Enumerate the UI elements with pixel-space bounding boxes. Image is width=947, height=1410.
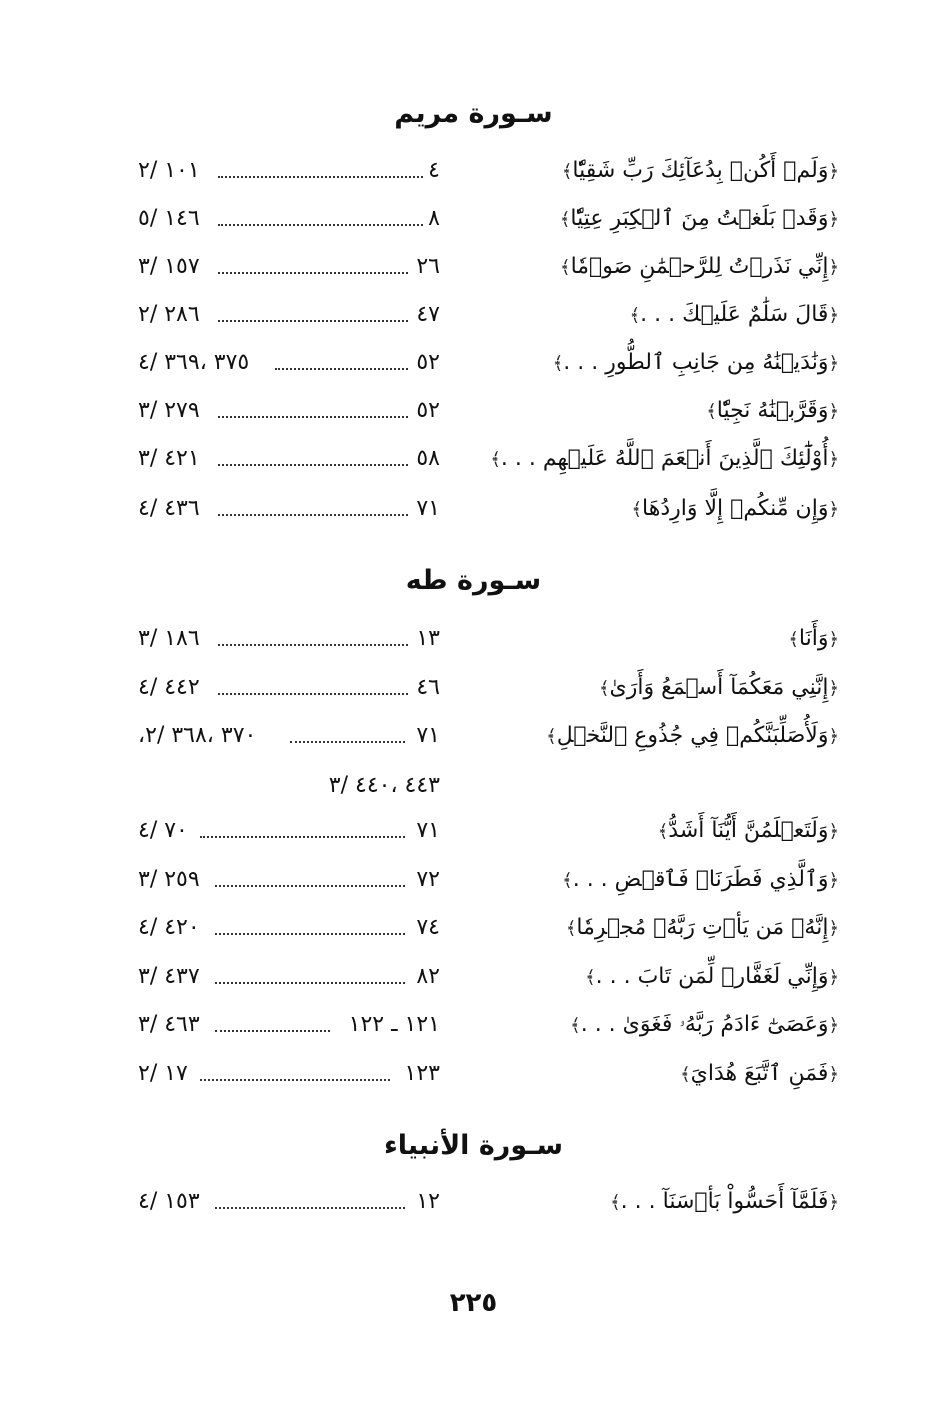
bracket-close: ﴾ xyxy=(562,870,573,891)
bracket-open: ﴿ xyxy=(828,499,839,520)
dot-leader xyxy=(218,514,408,516)
verse-text xyxy=(562,158,839,183)
volume-page-ref: ٣٧٠ ،٣٦٨ /٢، xyxy=(138,723,257,748)
volume-page-ref: ٢٧٩ /٣ xyxy=(138,398,200,423)
bracket-open: ﴿ xyxy=(828,1192,839,1213)
ayah-number: ١٣ xyxy=(416,626,440,651)
volume-page-ref: ٤٤٢ /٤ xyxy=(138,675,200,700)
volume-page-ref: ٢٥٩ /٣ xyxy=(138,867,200,892)
bracket-open: ﴿ xyxy=(828,401,839,422)
verse-text xyxy=(566,915,839,940)
verse-quote: إِنِّي نَذَرۡتُ لِلرَّحۡمَٰنِ صَوۡمٗا xyxy=(570,254,829,279)
verse-quote: وَلَمۡ أَكُنۢ بِدُعَآئِكَ رَبِّ شَقِيّٗا xyxy=(572,158,829,183)
section-title-anbiya: سـورة الأنبياء xyxy=(383,1130,564,1161)
dot-leader xyxy=(215,1030,330,1032)
bracket-open: ﴿ xyxy=(828,353,839,374)
bracket-close: ﴾ xyxy=(561,161,573,182)
volume-page-ref: ١٤٦ /٥ xyxy=(138,206,200,231)
volume-page-ref: ٣٧٥ ،٣٦٩ /٤ xyxy=(138,350,250,375)
dot-leader xyxy=(215,933,405,935)
index-row xyxy=(0,302,947,342)
volume-page-ref: ١٧ /٢ xyxy=(138,1061,188,1086)
verse-quote: قَالَ سَلَٰمٌ عَلَيۡكَ . . . xyxy=(640,302,829,327)
dot-leader xyxy=(218,693,408,695)
verse-text xyxy=(490,446,839,471)
bracket-close: ﴾ xyxy=(629,305,641,326)
ayah-number: ١٢٣ xyxy=(404,1061,440,1086)
dot-leader xyxy=(275,368,408,370)
bracket-close: ﴾ xyxy=(585,967,596,988)
ayah-number: ٤٦ xyxy=(416,675,440,700)
index-row xyxy=(0,1061,947,1101)
verse-text xyxy=(562,867,839,892)
verse-text xyxy=(706,398,839,423)
bracket-open: ﴿ xyxy=(828,678,839,699)
bracket-open: ﴿ xyxy=(828,305,839,326)
bracket-open: ﴿ xyxy=(828,821,839,842)
volume-page-ref: ٤٦٣ /٣ xyxy=(138,1012,200,1037)
index-row xyxy=(0,626,947,666)
volume-page-ref: ٤٢١ /٣ xyxy=(138,446,200,471)
dot-leader xyxy=(290,741,405,743)
bracket-open: ﴿ xyxy=(828,209,839,230)
bracket-close: ﴾ xyxy=(706,401,717,422)
verse-text xyxy=(631,496,839,521)
index-row xyxy=(0,675,947,715)
verse-quote: وَلَتَعۡلَمُنَّ أَيُّنَآ أَشَدُّ xyxy=(668,818,829,843)
verse-text xyxy=(630,302,839,327)
index-row xyxy=(0,723,947,763)
bracket-close: ﴾ xyxy=(570,1015,581,1036)
bracket-close: ﴾ xyxy=(552,353,564,374)
dot-leader xyxy=(218,416,408,418)
volume-page-ref: ٤٣٧ /٣ xyxy=(138,964,200,989)
bracket-open: ﴿ xyxy=(828,1064,839,1085)
dot-leader xyxy=(215,982,405,984)
ayah-number: ٢٦ xyxy=(416,254,440,279)
page-number: ٢٢٥ xyxy=(449,1288,498,1318)
ayah-number: ٤ xyxy=(428,158,440,183)
bracket-close: ﴾ xyxy=(680,1064,691,1085)
bracket-close: ﴾ xyxy=(657,821,669,842)
dot-leader xyxy=(215,885,405,887)
ayah-number: ٤٧ xyxy=(416,302,440,327)
ayah-number: ٧٢ xyxy=(416,867,440,892)
verse-text xyxy=(599,675,839,700)
verse-quote: إِنَّنِي مَعَكُمَآ أَسۡمَعُ وَأَرَىٰ xyxy=(609,675,829,700)
ayah-number: ٨ xyxy=(428,206,440,231)
index-row xyxy=(0,1012,947,1052)
bracket-close: ﴾ xyxy=(565,918,577,939)
volume-page-ref: ١٨٦ /٣ xyxy=(138,626,200,651)
bracket-open: ﴿ xyxy=(828,161,839,182)
dot-leader xyxy=(215,1207,405,1209)
ayah-number: ٨٢ xyxy=(416,964,440,989)
bracket-close: ﴾ xyxy=(490,449,501,470)
verse-quote: وَٱلَّذِي فَطَرَنَاۖ فَٱقۡضِ . . . xyxy=(572,867,829,892)
volume-page-ref: ٧٠ /٤ xyxy=(138,818,188,843)
verse-quote: وَإِنِّي لَغَفَّارٞ لِّمَن تَابَ . . . xyxy=(595,964,829,989)
verse-text xyxy=(610,1189,839,1214)
dot-leader xyxy=(218,272,408,274)
volume-page-ref-continued: ٤٤٣ ،٤٤٠ /٣ xyxy=(328,773,440,798)
bracket-close: ﴾ xyxy=(631,499,643,520)
bracket-open: ﴿ xyxy=(828,870,839,891)
ayah-number: ٧١ xyxy=(416,723,440,748)
bracket-open: ﴿ xyxy=(828,726,839,747)
bracket-open: ﴿ xyxy=(828,257,839,278)
verse-quote: فَمَنِ ٱتَّبَعَ هُدَايَ xyxy=(690,1061,829,1086)
verse-quote: وَنَٰدَيۡنَٰهُ مِن جَانِبِ ٱلطُّورِ . . . xyxy=(563,350,829,375)
index-row xyxy=(0,206,947,246)
verse-text xyxy=(546,723,839,748)
volume-page-ref: ١٥٣ /٤ xyxy=(138,1189,200,1214)
ayah-number: ٥٢ xyxy=(416,350,440,375)
index-row xyxy=(0,350,947,390)
verse-text xyxy=(585,964,839,989)
bracket-close: ﴾ xyxy=(610,1192,621,1213)
index-row xyxy=(0,158,947,198)
index-row xyxy=(0,398,947,438)
bracket-open: ﴿ xyxy=(828,967,839,988)
bracket-close: ﴾ xyxy=(598,678,610,699)
index-row xyxy=(0,254,947,294)
ayah-number: ٥٨ xyxy=(416,446,440,471)
verse-text xyxy=(658,818,839,843)
ayah-number: ٧١ xyxy=(416,818,440,843)
ayah-number: ٧١ xyxy=(416,496,440,521)
bracket-close: ﴾ xyxy=(788,629,799,650)
index-row xyxy=(0,818,947,858)
bracket-close: ﴾ xyxy=(559,209,571,230)
verse-quote: إِنَّهُۥ مَن يَأۡتِ رَبَّهُۥ مُجۡرِمٗا xyxy=(576,915,829,940)
volume-page-ref: ٢٨٦ /٢ xyxy=(138,302,200,327)
dot-leader xyxy=(218,464,408,466)
bracket-close: ﴾ xyxy=(546,726,557,747)
bracket-open: ﴿ xyxy=(828,629,839,650)
section-title-taha: سـورة طه xyxy=(405,565,542,596)
bracket-open: ﴿ xyxy=(828,918,839,939)
index-row xyxy=(0,867,947,907)
dot-leader xyxy=(218,644,408,646)
ayah-number: ٧٤ xyxy=(416,915,440,940)
index-row xyxy=(0,964,947,1004)
volume-page-ref: ١٠١ /٢ xyxy=(138,158,200,183)
dot-leader xyxy=(218,320,408,322)
verse-quote: وَلَأُصَلِّبَنَّكُمۡ فِي جُذُوعِ ٱلنَّخۡلِ xyxy=(556,723,829,748)
bracket-open: ﴿ xyxy=(828,449,839,470)
ayah-number: ١٢١ ـ ١٢٢ xyxy=(348,1012,440,1037)
section-title-maryam: سـورة مريم xyxy=(394,98,553,129)
index-row xyxy=(0,1189,947,1229)
volume-page-ref: ٤٢٠ /٤ xyxy=(138,915,200,940)
verse-quote: وَقَدۡ بَلَغۡتُ مِنَ ٱلۡكِبَرِ عِتِيّٗا xyxy=(570,206,829,231)
verse-text xyxy=(788,626,839,651)
verse-quote: وَأَنَا xyxy=(798,626,829,651)
dot-leader xyxy=(218,176,423,178)
dot-leader xyxy=(200,1079,390,1081)
index-row xyxy=(0,915,947,955)
verse-text xyxy=(553,350,839,375)
verse-quote: وَعَصَىٰٓ ءَادَمُ رَبَّهُۥ فَغَوَىٰ . . . xyxy=(580,1012,829,1037)
volume-page-ref: ١٥٧ /٣ xyxy=(138,254,200,279)
verse-text xyxy=(570,1012,839,1037)
ayah-number: ٥٢ xyxy=(416,398,440,423)
index-row xyxy=(0,496,947,536)
verse-quote: وَقَرَّبۡنَٰهُ نَجِيّٗا xyxy=(716,398,829,423)
dot-leader xyxy=(200,836,405,838)
verse-quote: فَلَمَّآ أَحَسُّواْ بَأۡسَنَآ . . . xyxy=(620,1189,829,1214)
verse-quote: أُوْلَٰٓئِكَ ٱلَّذِينَ أَنۡعَمَ ٱللَّهُ عَلَيۡهِم . . . xyxy=(500,446,829,471)
bracket-close: ﴾ xyxy=(560,257,571,278)
volume-page-ref: ٤٣٦ /٤ xyxy=(138,496,200,521)
verse-text xyxy=(560,206,839,231)
verse-quote: وَإِن مِّنكُمۡ إِلَّا وَارِدُهَا xyxy=(642,496,829,521)
dot-leader xyxy=(218,224,423,226)
verse-text xyxy=(680,1061,839,1086)
bracket-open: ﴿ xyxy=(828,1015,839,1036)
index-row xyxy=(0,446,947,486)
ayah-number: ١٢ xyxy=(416,1189,440,1214)
verse-text xyxy=(560,254,839,279)
